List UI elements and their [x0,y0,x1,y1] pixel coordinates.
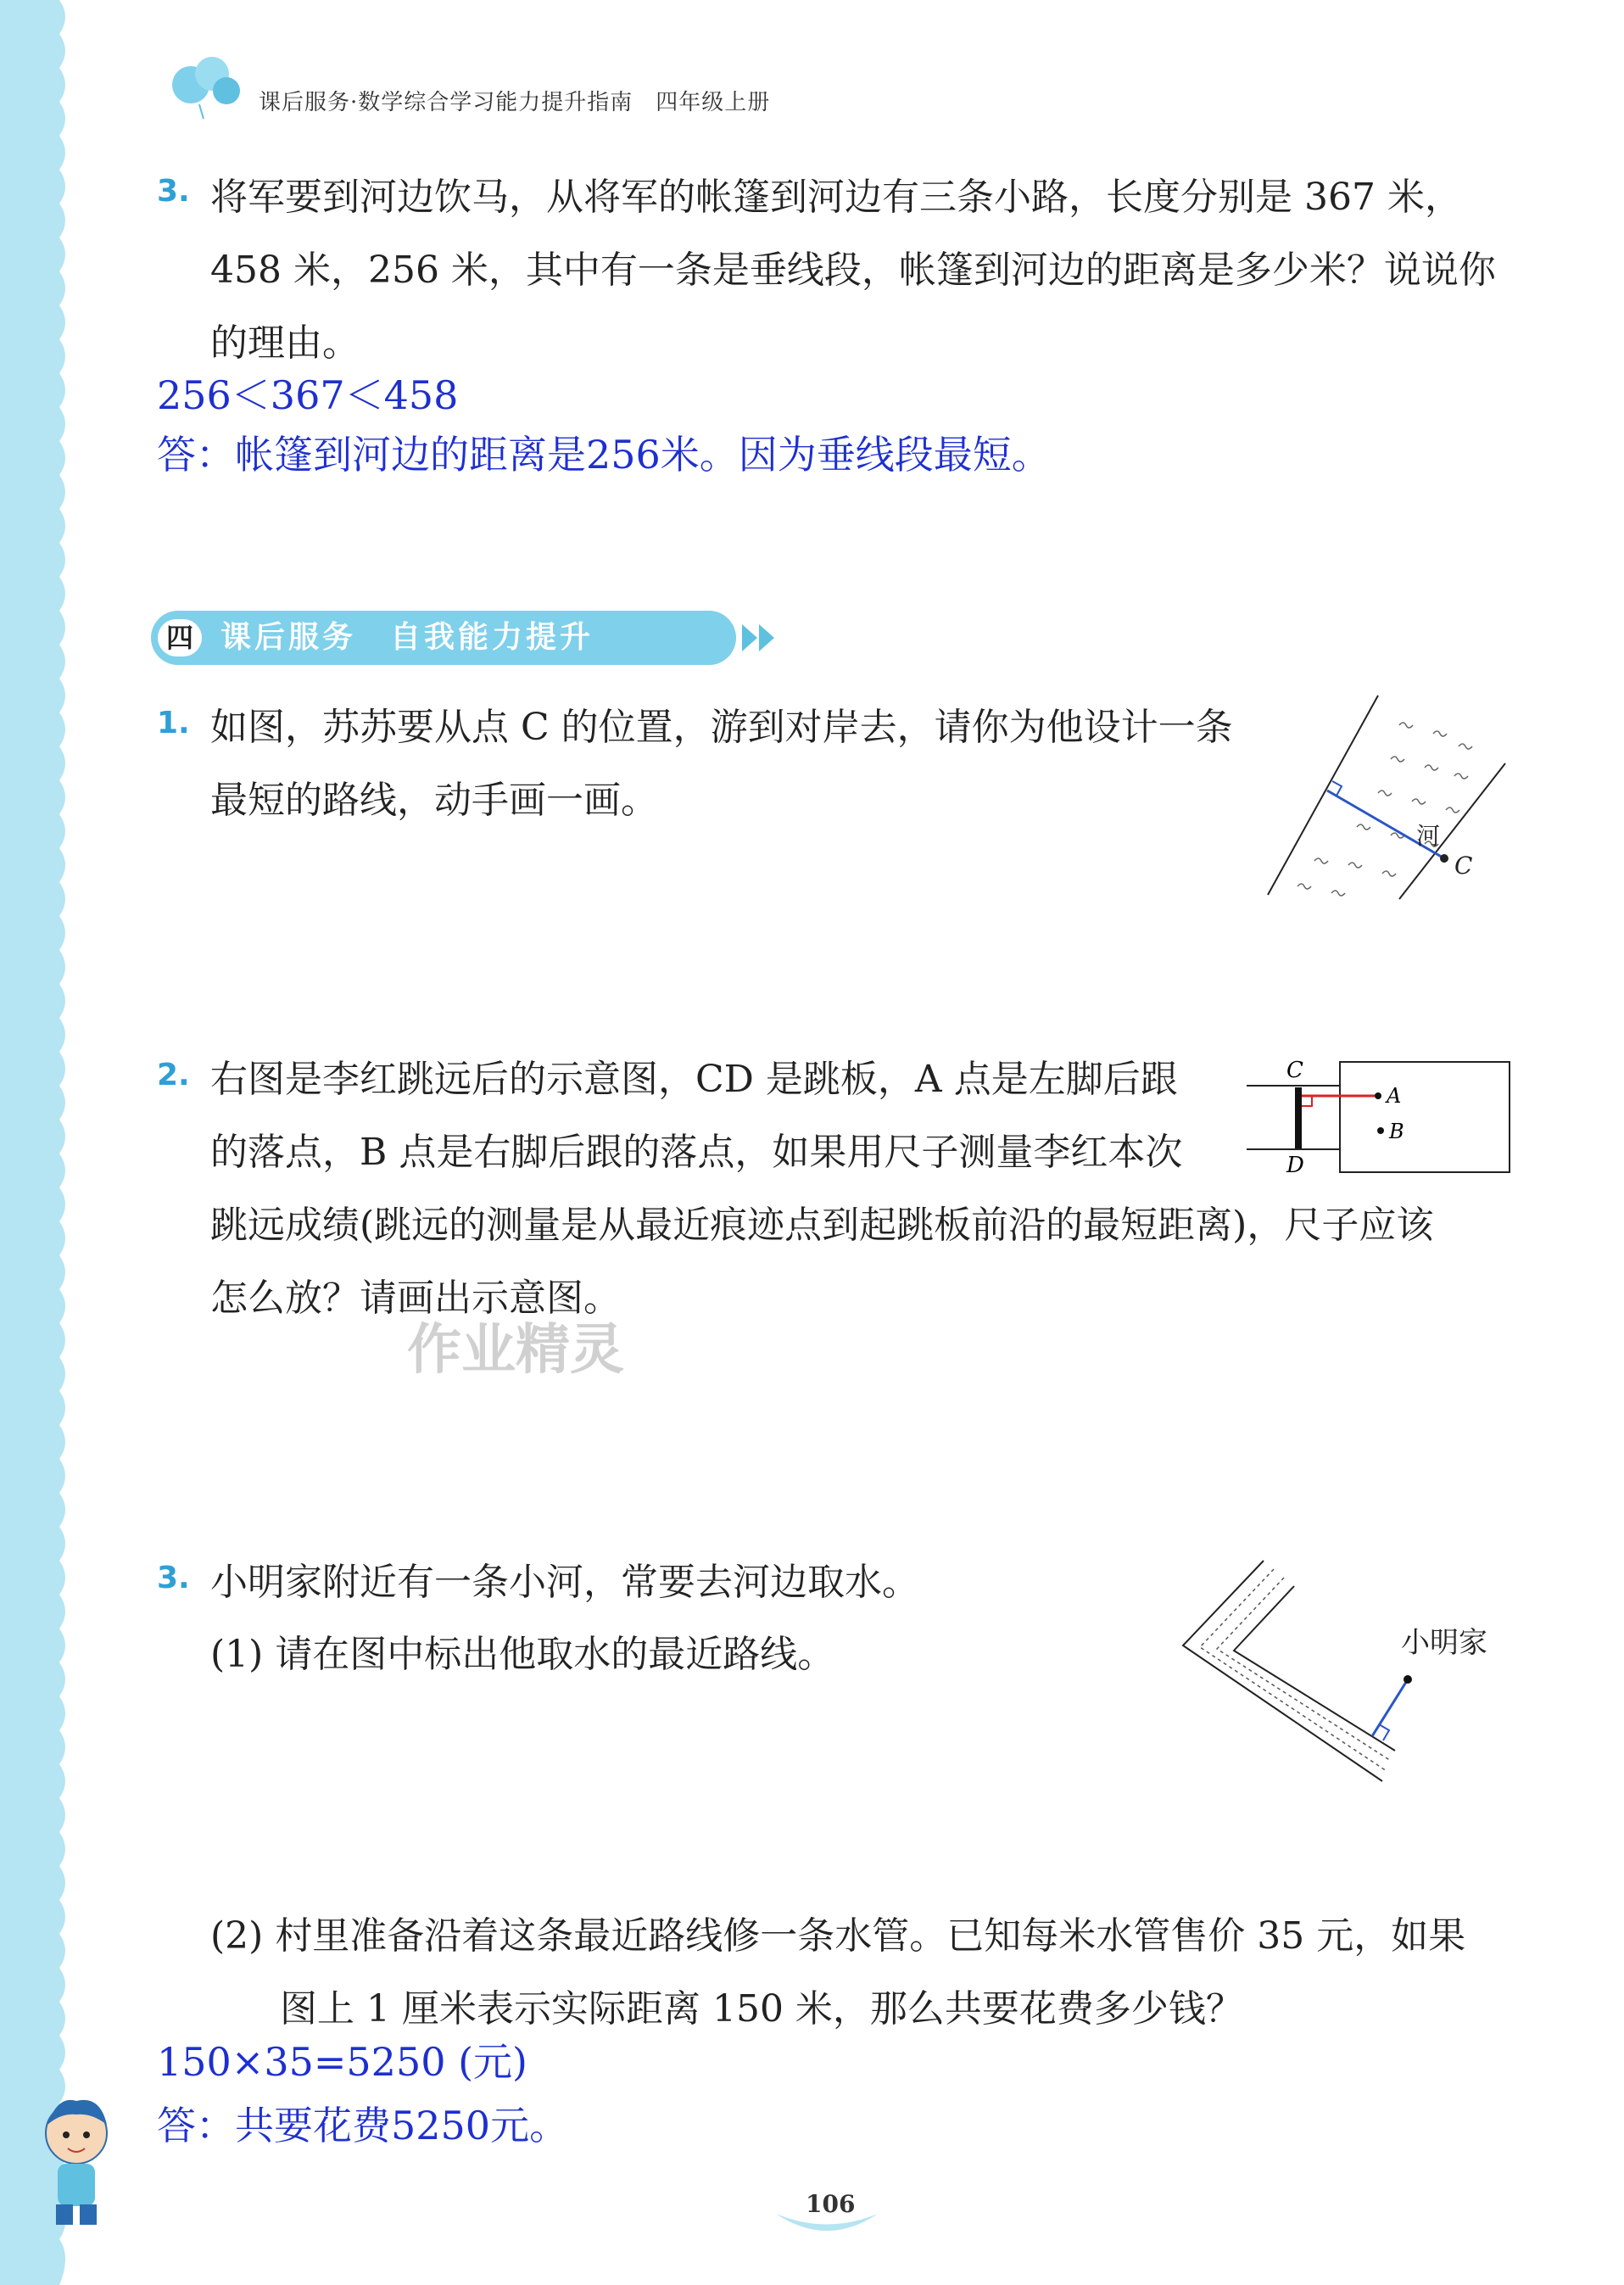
left-decor-strip [0,0,59,2285]
section-banner [151,611,736,665]
q2-line: 的落点，B 点是右脚后跟的落点，如果用尺子测量李红本次 [210,1131,1183,1174]
watermark: 作业精灵 [407,1319,624,1382]
header-title: 课后服务·数学综合学习能力提升指南 四年级上册 [259,90,771,115]
q3-part2-line: (2) 村里准备沿着这条最近路线修一条水管。已知每米水管售价 35 元，如果 [210,1914,1466,1958]
q3-home-label: 小明家 [1401,1626,1487,1660]
q2-longjump-figure [1242,1052,1522,1187]
balloon-logo-icon [165,47,250,123]
prev-question-line: 将军要到河边饮马，从将军的帐篷到河边有三条小路，长度分别是 367 米， [210,176,1462,219]
prev-answer-compare: 256＜367＜458 [157,372,459,418]
q1-river-label: 河 [1416,822,1441,850]
double-arrow-icon [740,621,783,655]
q3-answer-calc: 150×35=5250 (元) [157,2039,527,2085]
q1-line: 最短的路线，动手画一画。 [210,779,658,822]
prev-question-line: 458 米，256 米，其中有一条是垂线段，帐篷到河边的距离是多少米？说说你 [210,249,1496,292]
prev-question-line: 的理由。 [210,321,360,365]
q3-intro: 小明家附近有一条小河，常要去河边取水。 [210,1561,919,1604]
q2-label-b: B [1389,1120,1404,1143]
q1-point-label: C [1454,852,1473,880]
q2-number: 2. [157,1058,190,1092]
section-title: 课后服务 自我能力提升 [220,620,594,655]
q2-line: 右图是李红跳远后的示意图，CD 是跳板，A 点是左脚后跟 [210,1058,1178,1101]
q2-label-c: C [1286,1058,1303,1083]
q3-answer-text: 答：共要花费5250元。 [157,2103,569,2148]
q1-line: 如图，苏苏要从点 C 的位置，游到对岸去，请你为他设计一条 [210,706,1233,749]
q3-part2-line: 图上 1 厘米表示实际距离 150 米，那么共要花费多少钱？ [280,1987,1243,2031]
wavy-edge [53,0,87,2285]
q2-label-a: A [1387,1084,1402,1108]
q1-text [210,691,1262,837]
prev-answer-text: 答：帐篷到河边的距离是256米。因为垂线段最短。 [157,432,1051,478]
q1-number: 1. [157,706,190,740]
cartoon-boy-icon [24,2091,134,2235]
section-badge: 四 [158,619,202,656]
prev-question-number: 3. [157,174,190,209]
prev-question-text [210,161,1533,380]
page-number: 106 [806,2190,856,2218]
q3-part2 [210,1900,1542,2046]
q3-river-figure [1179,1552,1518,1798]
q2-line: 跳远成绩(跳远的测量是从最近痕迹点到起跳板前沿的最短距离)，尺子应该 [210,1204,1434,1247]
q3-number: 3. [157,1561,190,1595]
q2-label-d: D [1286,1153,1304,1178]
q3-part1: (1) 请在图中标出他取水的最近路线。 [210,1633,835,1676]
q1-river-figure [1264,691,1510,912]
q2-line: 怎么放？请画出示意图。 [210,1277,621,1320]
